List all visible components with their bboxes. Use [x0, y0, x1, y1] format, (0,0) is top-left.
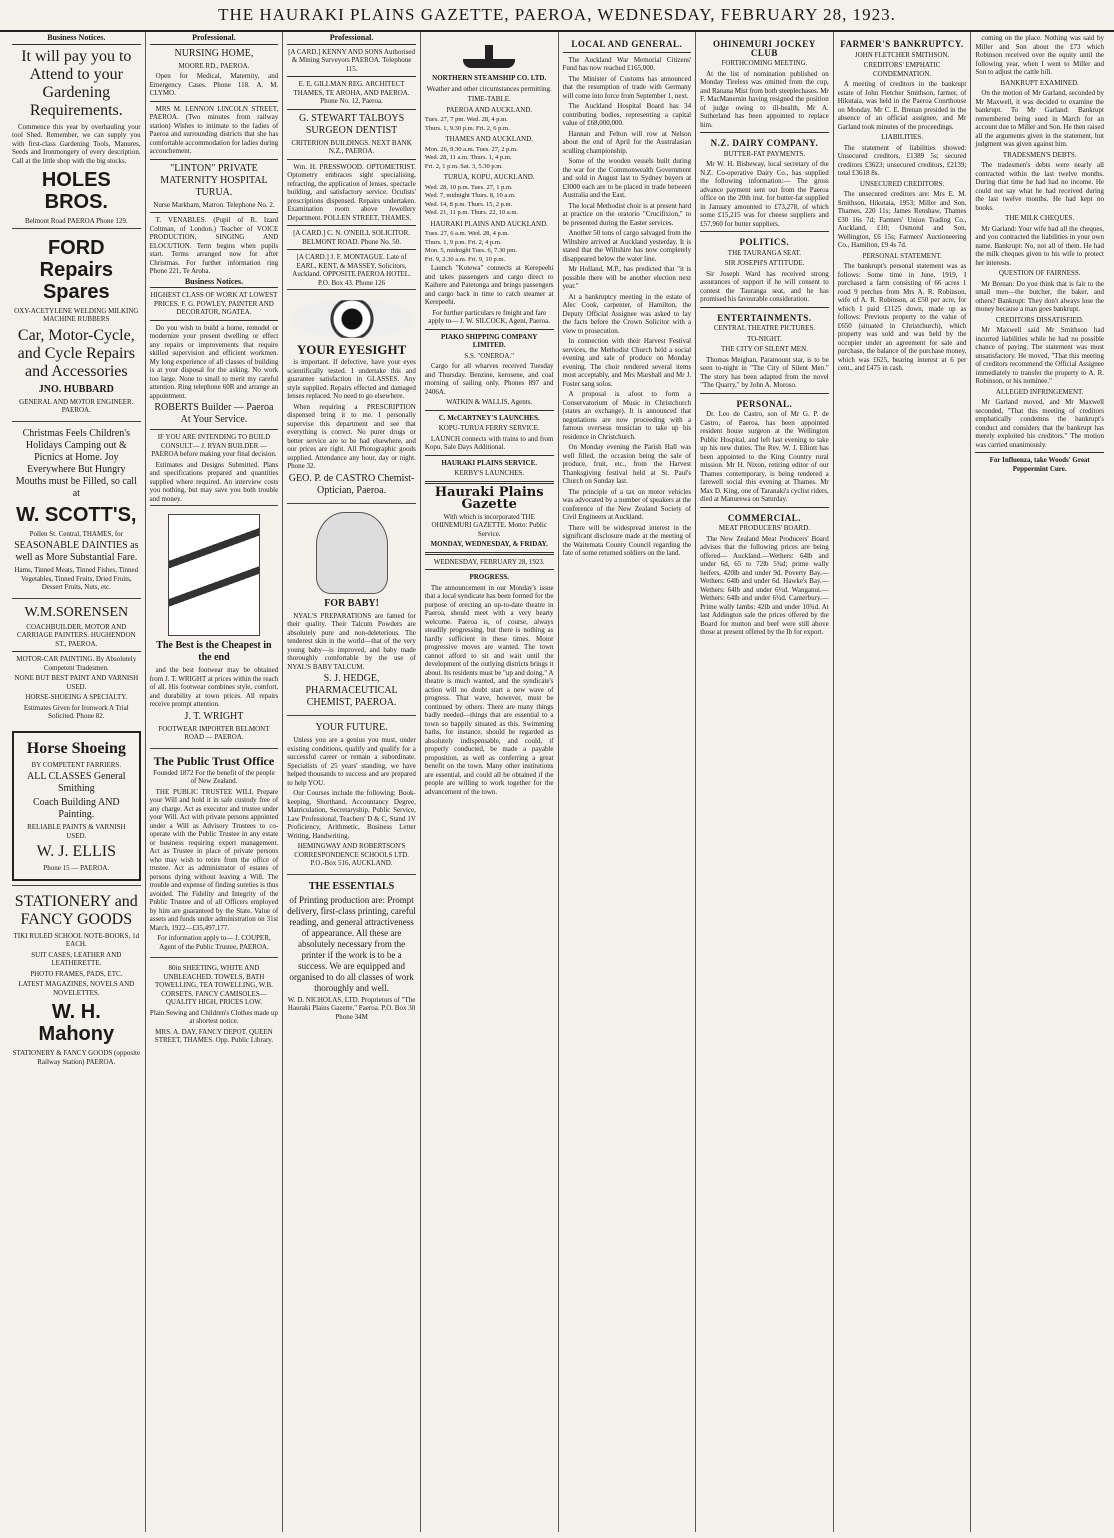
meat-producers-board: MEAT PRODUCERS' BOARD. — [718, 524, 811, 532]
steamship-illustration — [459, 38, 519, 70]
column-6 — [696, 32, 834, 1532]
seasonable-dainties: SEASONABLE DAINTIES as well as More Substantial Fare. — [14, 540, 139, 563]
timetable-row: Wed. 28, 11 a.m. Thurs. 1, 4 p.m. — [424, 154, 512, 161]
dairy-body: Mr W. H. Bisheway, local secretary of the N.Z. Co-operative Dairy Co., has supplied the following information:— The gross advance payment sent out from the Paeroa office on the 20th inst. for butter-fat supplied in January amounted to £73,278, of which some £15,215 was for cheese suppliers and £57,960 for butter suppliers. — [700, 160, 829, 228]
personal-heading: PERSONAL. — [736, 398, 793, 409]
nicholas-name: W. D. NICHOLAS, LTD. Proprietors of "The Hauraki Plains Gazette," Paeroa. P.O. Box 30 Phone 34M — [287, 995, 416, 1021]
horse-shoeing-ad — [12, 731, 141, 881]
gillman-card: E. E. GILLMAN REG. ARCHITECT THAMES, TE AROHA, AND PAEROA. Phone No. 12, Paeroa. — [293, 80, 410, 105]
public-trust-body: THE PUBLIC TRUSTEE WILL Prepare your Will and hold it in safe custody free of any charge. Act as executor and trustee under your Will. Act with private persons appointed under a Will as Advisory Trustees to co-operate with the Public Trustee in any estate or business requiring expert management. Act as Trustee in place of private persons who may wish to retire from the office of trustee. Act as administrator of estates of persons dying without leaving a Will. The trouble and expense of finding sureties is thus avoided. The Fidelity and Integrity of the Public Trustee and of all Officers employed by him are guaranteed by the State. Value of assets and funds under administration on 31st March, 1922—£35,497,177. — [149, 787, 279, 932]
powley-ad: HIGHEST CLASS OF WORK AT LOWEST PRICES. F. G. POWLEY, PAINTER AND DECORATOR, NGATEA. — [150, 291, 278, 316]
wright-footwear-ad — [150, 505, 279, 748]
steamship-title: NORTHERN STEAMSHIP CO. LTD. — [432, 74, 547, 82]
hams-list: Hams, Tinned Meats, Tinned Fishes, Tinned Vegetables, Tinned Fruits, Dried Fruits, Dessert Fruits, Nuts, etc. — [14, 566, 139, 591]
sewing-ad: Plain Sewing and Children's Clothes made up at shortest notice. — [149, 1008, 278, 1025]
sir-joseph-attitude: SIR JOSEPH'S ATTITUDE. — [724, 259, 805, 267]
news-paragraph: The local Methodist choir is at present hard at practice on the oratorio "Crucifixion," to be presented during the Easter services. — [562, 201, 692, 227]
unsecured-body: The unsecured creditors are: Mrs E. M. Smithson, Hikutaia, 1953; Miller and Son, Thames, 220 11s; James Renshaw, Thames £30 16s 7d; Farmers' Union Trading Co., Auckland, £10; Osmond and Son, Wellington, £6 15s; Farmers' Auctioneering Co., Hamilton, £9 4s 7d. — [837, 190, 967, 249]
dairy-heading: N.Z. DAIRY COMPANY. — [710, 138, 819, 148]
central-theatre: CENTRAL THEATRE PICTURES. — [713, 324, 816, 332]
timetable-row: Tues. 27, 6 a.m. Wed. 28, 4 p.m. — [424, 230, 510, 237]
tauranga-seat: THE TAURANGA SEAT. — [727, 248, 802, 257]
news-paragraph: There will be widespread interest in the significant disclosure made at the meeting of the Waitemata County Council regarding the fate of some returned soldiers on the land. — [562, 523, 692, 557]
jockey-body: At the list of nomination published on Monday Tireless was omitted from the cup, and Ranana Mist from both steeplechases. Mr F. MacManemin having resigned the position of judge owing to ill-health, Mr A. Sutherland has been appointed to replace him. — [700, 69, 829, 129]
timetable-row: Mon. 26, 9.30 a.m. Tues. 27, 2 p.m. — [424, 145, 518, 153]
news-paragraph: Mr Holland, M.P., has predicted that "it is possible there will be another election next year." — [562, 265, 692, 290]
future-body: Unless you are a genius you must, under existing conditions, qualify and qualify for a successful career or remain a subordinate. Specialists of 25 years' standing, we have helped thousands to success and are prepared to help YOU. — [287, 736, 416, 787]
eye-illustration — [292, 300, 412, 338]
motorcar-painting: MOTOR-CAR PAINTING. By Absolutely Competent Tradesmen. — [16, 655, 137, 672]
column-3 — [283, 32, 421, 1532]
tiki-notebooks: TIKI RULED SCHOOL NOTE-BOOKS, 1d EACH. — [13, 931, 140, 948]
personal-statement-heading: PERSONAL STATEMENT. — [862, 251, 942, 260]
hedge-name: S. J. HEDGE, PHARMACEUTICAL CHEMIST, PAEROA. — [305, 673, 398, 708]
timetable-row: Wed. 7, midnight Thurs. 8, 10 a.m. — [424, 192, 516, 199]
alleged-body: Mr Garland moved, and Mr Maxwell seconded, "That this meeting of creditors emphatically condemns the bankrupt's conduct and considers that the bankrupt has merely exploited his creditors." The motion was carried unanimously. — [975, 398, 1104, 449]
route-turua-kopu: TURUA, KOPU, AUCKLAND. — [443, 173, 535, 181]
news-paragraph: At a bankruptcy meeting in the estate of Alec Cook, carpenter, of Hamilton, the Deputy Official Assignee was asked to lay the facts before the Crown Solicitor with a view to prosecution. — [562, 292, 692, 335]
eyesight-body: is important. If defective, have your eyes scientifically tested. I undertake this and guarantee satisfaction in GLASSES. Any style supplied. Repairs effected and damaged lenses replaced. No need to go elsewhere. — [287, 358, 416, 400]
debts-body: The tradesmen's debts were nearly all contracted within the last twelve months. During that time he had had no income. He could not say what he had received during the last twelve months. He had kept no books. — [975, 161, 1104, 212]
kenny-card: [A CARD.] KENNY AND SONS Authorised & Mining Surveyors PAEROA. Telephone 115. — [288, 47, 416, 73]
baby-illustration — [316, 512, 388, 594]
car-repairs: Car, Motor-Cycle, and Cycle Repairs and Accessories — [17, 326, 135, 380]
roberts-builder: ROBERTS Builder — Paeroa At Your Service. — [154, 402, 274, 425]
liabilities-body: The statement of liabilities showed: Unsecured creditors, £1389 5s; secured creditors £3623; unsecured creditors, £2139; total £3618 8s. — [837, 143, 967, 177]
route-thames-auckland: THAMES AND AUCKLAND. — [445, 135, 534, 143]
news-paragraph: Hannan and Felton will row at Nelson about the end of April for the Australasian sculling championship. — [562, 129, 692, 155]
nursing-home-address: MOORE RD., PAEROA. — [178, 61, 250, 70]
butter-fat-payments: BUTTER-FAT PAYMENTS. — [723, 149, 806, 158]
news-paragraph: The Auckland War Memorial Citizens' Fund has now reached £165,000. — [562, 55, 692, 72]
personal-body: Dr. Leo de Castro, son of Mr G. P. de Castro, of Paeroa, has been appointed resident house surgeon at the Wellington Public Hospital, and left last evening to take up his new duties. The Rev. W. J. Elliott has been appointed to the King Country rural mission. Mr H. Nixon, retiring editor of our Thames contemporary, is being tendered a farewell social this evening at Thames. Mr Max D. King, one of Taranaki's cyclist riders, died at Manurewa on Saturday. — [700, 410, 829, 503]
route-paeroa-auckland: PAEROA AND AUCKLAND. — [446, 105, 533, 114]
ellis-name: W. J. ELLIS — [36, 843, 117, 860]
horseshoeing-specialty: HORSE-SHOEING A SPECIALTY. — [25, 693, 128, 701]
talboys-sub: CRITERION BUILDINGS. NEXT BANK N.Z., PAEROA. — [291, 138, 412, 155]
montague-card: [A CARD.] J. F. MONTAGUE. Late of EARL, KENT, & MASSEY, Solicitors, Auckland. OPPOSITE PAEROA HOTEL. P.O. Box 43. Phone 126 — [292, 253, 411, 287]
progress-body: The announcement in our Monday's issue that a local syndicate has been formed for the purpose of erecting an up-to-date theatre in Paeroa, should meet with a very hearty welcome. Paeroa is, of course, always steadily progressing, but there is nothing as hardly sufficient in these times. Motor progressive moves are wanted. The town cannot afford to sit and wait until the development of the outlying districts brings it about. Its residents must be "up and doing." A theatre is much wanted, and the syndicate's action will no doubt start a new wave of progress. That wave, however, must be continued by others. There are many things badly needed—things that are essential to a town so happily situated as this. Swimming baths, for instance, should be regarded as absolutely indispensable, and could, if properly conducted, be made a payable proposition, as well as conferring a great benefit on the town. Many other institutions are essential, and could all be obtained if the people are willing to work together for the advancement of the town. — [424, 583, 554, 796]
scott-address: Pollen St. Central, THAMES, for — [29, 529, 124, 538]
dissatisfied-body: Mr Maxwell said Mr Smithson had incurred liabilities while he had no possible chance of paying. The statement was most unsatisfactory. He moved, "That this meeting of creditors recommend the Official Assignee immediately to transfer the property to A. R. Robinson, or his nominee." — [975, 326, 1104, 385]
local-general-heading: LOCAL AND GENERAL. — [571, 39, 683, 49]
kopu-body: LAUNCH connects with trains to and from Kopu. Sale Days Additional. — [424, 434, 554, 451]
oneill-card: [A CARD.] C. N. O'NEILL SOLICITOR. BELMONT ROAD. Phone No. 50. — [293, 229, 411, 246]
smithson-name: JOHN FLETCHER SMITHSON. — [854, 50, 950, 59]
progress-title: PROGRESS. — [469, 573, 509, 581]
baby-ad — [287, 503, 416, 716]
timetable-row: Mon. 5, midnight Tues. 6, 7.30 pm. — [424, 247, 517, 254]
influenza-ad: For Influenza, take Woods' Great Peppermint Cure. — [989, 456, 1090, 473]
nyal-body: NYAL'S PREPARATIONS are famed for their quality. Their Talcum Powders are absolutely pure and non-deleterious. The tenderest skin in the world—that of the very young baby—is improved, and baby made thoroughly comfortable by the use of NYAL'S BABY TALCUM. — [287, 611, 416, 671]
timetable-title: TIME-TABLE. — [467, 95, 511, 103]
hemingway-name: HEMINGWAY AND ROBERTSON'S CORRESPONDENCE SCHOOLS LTD. P.O.-Box 516, AUCKLAND. — [294, 842, 409, 867]
kotewa-note: Launch "Kotewa" connects at Kerepeehi and takes passengers and cargo direct to Kaihere and Patetonga and brings passengers and cargo back in time to catch steamer at Kerepeehi. — [424, 264, 554, 306]
oxy-welding: OXY-ACETYLENE WELDING MILKING MACHINE RUBBERS — [14, 306, 139, 323]
public-trust-title: The Public Trust Office — [153, 753, 275, 768]
farmers-bankruptcy-heading: FARMER'S BANKRUPTCY. — [840, 39, 964, 49]
mccartney-title: C. McCARTNEY'S LAUNCHES. — [438, 413, 540, 422]
day-fancy-depot: MRS. A. DAY, FANCY DEPOT. QUEEN STREET, THAMES. Opp. Public Library. — [154, 1027, 274, 1044]
continued-body: coming on the place. Nothing was said by Miller and Son about the £73 which Robinson received over the equity until the following year, when I went to Miller and Son to adjust the cattle bill. — [975, 34, 1104, 76]
for-baby: FOR BABY! — [324, 597, 379, 609]
sorensen-name: W.M.SORENSEN — [24, 604, 129, 620]
entertainment-body: Thomas Meighan, Paramount star, is to be seen to-night in "The City of Silent Men." The story has been adapted from the novel "The Quarry," by John A. Moroso. — [700, 355, 829, 389]
mahony-sub: STATIONERY & FANCY GOODS (opposite Railway Station) PAEROA. — [12, 1049, 141, 1066]
boot-illustration — [168, 514, 260, 636]
essentials-title: THE ESSENTIALS — [308, 880, 395, 892]
timetable-row: Fri. 9, 2.30 a.m. Fri. 9, 10 p.m. — [424, 255, 506, 263]
creditors-condemnation: CREDITORS' EMPHATIC CONDEMNATION. — [863, 61, 941, 78]
timetable-row: Wed. 28, 10 p.m. Tues. 27, 1 p.m. — [424, 183, 513, 191]
commercial-heading: COMMERCIAL. — [727, 512, 802, 523]
estimates-given: Estimates Given for Ironwork A Trial Solicited. Phone 82. — [23, 703, 129, 720]
nursing-home-title: NURSING HOME, — [174, 47, 254, 59]
venables-ad: T. VENABLES. (Pupil of R. Izard Coltman, of London.) Teacher of VOICE PRODUCTION, SINGING AND ELOCUTION. Term begins when pupils start. Terms arranged now for after Christmas. For further information ring Phone 221, Te Aroha. — [149, 216, 279, 275]
gardening-ad-title: It will pay you to Attend to your Gardening Requirements. — [21, 47, 132, 119]
timetable-row: Thurs. 1, 9 p.m. Fri. 2, 4 p.m. — [424, 238, 502, 246]
gazette-title: Hauraki Plains Gazette — [434, 484, 544, 512]
house-building-ad: Do you wish to build a home, remodel or modernize your present dwelling or effect any repairs or improvements that require skilled supervision and efficient workmen. My long experience of all classes of building is at your disposal for the asking. No work too large. None to small to merit my careful attention. Ring telephone 60R and arrange an appointment. — [149, 323, 279, 400]
presswood-ad: Wm. H. PRESSWOOD. OPTOMETRIST. Optometry embraces sight specialising, refracting, the application of lenses, spectacle building, and satisfactory service. Oculists' prescriptions dispensed. Repairs undertaken. Examination room above Jewellery Department. POLLEN STREET, THAMES. — [287, 162, 416, 222]
jockey-club-heading: OHINEMURI JOCKEY CLUB — [713, 39, 816, 58]
general-smithing: ALL CLASSES General Smithing — [27, 771, 126, 794]
tonight: TO-NIGHT. — [747, 334, 782, 343]
gazette-sub: With which is incorporated THE OHINEMURI GAZETTE. Motto: Public Service. — [431, 512, 547, 538]
public-trust-info: For information apply to— J. COUPER, Agent of the Public Trustee, PAEROA. — [157, 934, 271, 951]
route-hauraki-plains: HAURAKI PLAINS AND AUCKLAND. — [430, 219, 548, 228]
horse-shoeing-by: BY COMPETENT FARRIERS. — [31, 760, 122, 769]
photo-frames: PHOTO FRAMES, PADS, ETC. — [30, 969, 123, 978]
timetable-row: Thurs. 1, 9.30 p.m. Fri. 2, 6 p.m. — [424, 124, 510, 132]
news-paragraph: The Minister of Customs has announced that the resumption of trade with Germany will come into force from September 1, next. — [562, 74, 692, 100]
ford-ad-title: FORD Repairs Spares — [39, 236, 113, 303]
statement-body: The bankrupt's personal statement was as follows: Some time in June, 1919, I purchased a farm consisting of 66 acres 1 rood 9 perches from Mrs A. R. Robinson, wife of A. R. Robinson, at £50 per acre, for which I paid £1125 down, made up as follows: Previous property to the value of £650 (situated in Christchurch), which property was sold and was held by the occupier under an agreement for sale and purchase, the balance of the purchase money, which was £625, bearing interest at 6 per cent., and £475 in cash. — [837, 262, 967, 372]
unsecured-heading: UNSECURED CREDITORS. — [859, 179, 945, 188]
mahony-name: W. H. Mahony — [38, 1001, 115, 1045]
oneroa-name: S.S. "ONEROA." — [464, 351, 515, 360]
column-header: Professional. — [150, 34, 279, 45]
entertainments-heading: ENTERTAINMENTS. — [717, 312, 812, 323]
business-header: Business Notices. — [150, 278, 279, 289]
hubbard-name: JNO. HUBBARD — [38, 383, 114, 395]
column-8 — [971, 32, 1108, 1532]
politics-heading: POLITICS. — [739, 237, 790, 247]
news-paragraph: A proposal is afoot to form a Conservatorium of Music in Christchurch (states an exchange). It is announced that negotiations are now proceeding with a famous overseas musician to take up his residence in Christchurch. — [562, 390, 692, 441]
stationery-title: STATIONERY and FANCY GOODS — [14, 892, 138, 928]
bankrupt-examined-heading: BANKRUPT EXAMINED. — [1000, 78, 1079, 87]
column-header: Professional. — [287, 34, 416, 45]
column-4 — [421, 32, 559, 1532]
talboys-name: G. STEWART TALBOYS SURGEON DENTIST — [298, 112, 405, 136]
watkin-agents: WATKIN & WALLIS, Agents. — [446, 398, 533, 406]
news-paragraph: The principle of a tax on motor vehicles was advocated by a number of speakers at the conference of the New Zealand Society of Civil Engineers at Auckland. — [562, 487, 692, 521]
eyesight-title: YOUR EYESIGHT — [296, 342, 407, 357]
courses-list: Our Courses include the following: Book-keeping, Shorthand, Accountancy Degree, Matriculation, Secretaryship, Public Service, Law Professional, Teachers' D & C, Stand 1V Proficiency, Arithmetic, Business Letter Writing, Handwriting. — [287, 789, 416, 840]
scott-name: W. SCOTT'S, — [16, 503, 137, 526]
future-title: YOUR FUTURE. — [315, 722, 388, 733]
wright-body: and the best footwear may be obtained from J. T. WRIGHT at prices within the reach of all. His footwear combines style, comfort, and durability at town prices. All repairs receive prompt attention. — [149, 666, 279, 708]
horse-shoeing-title: Horse Shoeing — [26, 739, 126, 757]
suit-cases: SUIT CASES, LEATHER AND LEATHERETTE. — [31, 950, 122, 967]
masthead: THE HAURAKI PLAINS GAZETTE, PAEROA, WEDNESDAY, FEBRUARY 28, 1923. — [0, 0, 1114, 32]
public-trust-sub: Founded 1872 For the benefit of the people of New Zealand. — [153, 768, 275, 785]
hauraki-service: HAURAKI PLAINS SERVICE. — [441, 458, 537, 467]
piako-body: Cargo for all wharves received Tuesday and Thursday. Benzine, kerosene, and coal morning of sailing only. Phones 897 and 2406A. — [424, 362, 554, 396]
news-paragraph: Another 50 tons of cargo salvaged from the Wiltshire arrived at Auckland yesterday. It is stated that the Wiltshire has now completely disappeared below the water line. — [562, 229, 692, 263]
bankruptcy-body: A meeting of creditors in the bankrupt estate of John Fletcher Smithson, farmer, of Hikutaia, was held in the Paeroa Courthouse on Monday. Mr C. E. Brenan presided in the absence of an official assignee, and Mr Garland took minutes of the proceedings. — [837, 80, 967, 131]
wright-sub: FOOTWEAR IMPORTER BELMONT ROAD — PAEROA. — [158, 724, 270, 741]
essentials-body: of Printing production are: Prompt delivery, first-class printing, careful reading, and general attractiveness of appearance. All these are absolutely necessary from the printer if the work is to be a success. We are equipped and organised to do all classes of work thoroughly and well. — [287, 894, 416, 993]
timetable-row: Fri. 2, 1 p.m. Sat. 3, 5.30 p.m. — [424, 162, 503, 170]
tradesmens-debts-heading: TRADESMEN'S DEBTS. — [1002, 150, 1077, 159]
column-2 — [146, 32, 284, 1532]
kopu-ferry: KOPU-TURUA FERRY SERVICE. — [438, 424, 540, 432]
column-header: Business Notices. — [12, 34, 141, 45]
weather-note: Weather and other circumstances permitting. — [426, 84, 552, 93]
gazette-date: WEDNESDAY, FEBRUARY 28, 1923. — [433, 557, 545, 566]
castro-name: GEO. P. de CASTRO Chemist-Optician, Paeroa. — [288, 472, 415, 496]
commercial-body: The New Zealand Meat Producers' Board advises that the following prices are being offered— Auckland.—Wethers: 64lb and under 6d, 65 to 72lb 5¾d; prime wally heifers, 420lb and under 9d. Poverty Bay.—Wethers: 64lb and under 6d. Hawke's Bay.—Wethers: 64lb and under 6½d. Wanganui.—Wethers: 64lb and under 6¼d. Canterbury.—Prime wally lambs: 42lb and under 10¾d. At last Addington sale the prices offered by the Board for mutton and beef were still above those at present offered by the Ib for export. — [700, 534, 829, 636]
holes-bros-address: Belmont Road PAEROA Phone 129. — [25, 217, 128, 225]
news-paragraph: On Monday evening the Parish Hall was well filled, the occasion being the sale of produce, fruit, etc., from the Harvest Thanksgiving festival held at St. Paul's Church on Sunday last. — [562, 443, 692, 485]
reliable-paints: RELIABLE PAINTS & VARNISH USED. — [27, 823, 126, 840]
fairness-body: Mr Brenan: Do you think that is fair to the small men—the butcher, the baker, and others? Bankrupt: They don't always lose the money because a man goes bankrupt. — [975, 279, 1104, 313]
fairness-heading: QUESTION OF FAIRNESS. — [998, 269, 1081, 277]
alleged-heading: ALLEGED INFRINGEMENT. — [995, 387, 1084, 396]
hubbard-sub: GENERAL AND MOTOR ENGINEER. PAEROA. — [19, 397, 134, 414]
news-paragraph: Some of the wooden vessels built during the war for the Commonwealth Government and sold in August last to Sydney buyers at £3000 each are to be placed in trade between Australia and the East. — [562, 157, 692, 199]
prescription-body: When requiring a PRESCRIPTION dispensed bring it to me. I personally supervise this department and see that everything is correct. No purer drugs or better service are to be had elsewhere, and our prices are right. All Photographic goods supplied. Attendance any hour, day or night. Phone 32. — [287, 402, 416, 470]
timetable-row: Tues. 27, 7 pm. Wed. 28, 4 p.m. — [424, 116, 508, 123]
politics-body: Sir Joseph Ward has received strong assurances of support if he will consent to contest the Tauranga seat, and he has promised his favourable consideration. — [700, 269, 829, 303]
ryan-builder: IF YOU ARE INTENDING TO BUILD CONSULT— J. RYAN BUILDER — PAEROA before making your final decision. — [151, 433, 277, 458]
kerby-launches: KERBY'S LAUNCHES. — [454, 469, 525, 477]
milk-body: Mr Garland: Your wife had all the cheques, and you contracted the liabilities in your own name. Bankrupt: No, not all of them. He had the milk cheques given to his wife to protect her interests. — [975, 224, 1104, 267]
linton-sub: Nurse Markham, Matron. Telephone No. 2. — [153, 200, 275, 209]
column-1 — [8, 32, 146, 1532]
news-paragraph: The Auckland Hospital Board has 34 contributing bodies, representing a capital value of £68,000,000. — [562, 102, 692, 127]
liabilities-heading: LIABILITIES. — [881, 133, 923, 141]
coach-building: Coach Building AND Painting. — [32, 797, 120, 820]
forthcoming-meeting: FORTHCOMING MEETING. — [721, 59, 808, 67]
page-columns — [8, 32, 1108, 1532]
column-7 — [834, 32, 972, 1532]
holes-bros-name: HOLES BROS. — [41, 169, 111, 213]
milk-cheques-heading: THE MILK CHEQUES. — [1005, 214, 1075, 222]
sheeting-ad: 80in SHEETING, WHITE AND UNBLEACHED. TOWELS, BATH TOWELLING, TEA TOWELLING, W.B. CORSETS. FANCY CAMISOLES—QUALITY HIGH, PRICES LOW. — [154, 964, 273, 1006]
silcock-agent: For further particulars re freight and fare apply to— J. W. SILCOCK, Agent, Paeroa. — [428, 308, 550, 325]
wright-name: J. T. WRIGHT — [184, 710, 244, 722]
examined-body: On the motion of Mr Garland, seconded by Mr Maxwell, it was decided to examine the bankrupt. To Mr Garland: Bankrupt remembered being sued in March for an account due to Miller and Son. He then raised all the arguments given in the statement, but judgment was given against him. — [975, 89, 1104, 148]
gardening-ad-body: Commence this year by overhauling your tool Shed. Remember, we can supply you with first-class Gardening Tools, Manures, Seeds and Ironmongery of every description. Call at the little shop with the big stocks. — [12, 122, 141, 165]
wright-best: The Best is the Cheapest in the end — [156, 640, 272, 663]
estimates-designs: Estimates and Designs Submitted. Plans and specifications prepared and quantities supplied where required. An interview costs you nothing, but may save you both trouble and money. — [149, 460, 279, 503]
linton-hospital: "LINTON" PRIVATE MATERNITY HOSPITAL TURUA. — [160, 162, 268, 198]
nursing-home-body: Open for Medical, Maternity, and Emergency Cases. Phone 118. A. M. CLYMO. — [149, 72, 279, 97]
gazette-days: MONDAY, WEDNESDAY, & FRIDAY. — [430, 540, 548, 548]
lennon-ad: MRS M. LENNON LINCOLN STREET, PAEROA. (Two minutes from railway station) Wishes to intimate to the ladies of Paeroa and surrounding districts that she has comfortable accommodation for ladies during accouchement. — [149, 104, 279, 155]
sorensen-sub: COACHBUILDER, MOTOR AND CARRIAGE PAINTERS. HUGHENDON ST., PAEROA. — [17, 622, 136, 648]
city-of-silent-men: THE CITY OF SILENT MEN. — [720, 345, 808, 353]
ellis-phone: Phone 15 — PAEROA. — [43, 864, 110, 872]
timetable-row: Wed. 14, 8 p.m. Thurs. 15, 2 p.m. — [424, 200, 513, 208]
christmas-text: Christmas Feels Children's Holidays Camping out & Picnics at Home. Joy Everywhere But Hungry Mouths must be Filled, so call at — [15, 427, 137, 499]
news-paragraph: In connection with their Harvest Festival services, the Methodist Church held a social evening and sale of produce on Monday evening. The choir rendered several items most acceptably, and Mrs Marshall and Mr J. Foster sang solos. — [562, 337, 692, 388]
latest-magazines: LATEST MAGAZINES, NOVELS AND NOVELETTES. — [18, 980, 135, 997]
none-but-best: NONE BUT BEST PAINT AND VARNISH USED. — [14, 674, 139, 691]
dissatisfied-heading: CREDITORS DISSATISFIED. — [995, 315, 1084, 324]
timetable-row: Wed. 21, 11 p.m. Thurs. 22, 10 a.m. — [424, 209, 519, 216]
piako-title: PIAKO SHIPPING COMPANY LIMITED. — [441, 332, 538, 349]
column-5 — [559, 32, 697, 1532]
eyesight-ad — [287, 289, 416, 503]
